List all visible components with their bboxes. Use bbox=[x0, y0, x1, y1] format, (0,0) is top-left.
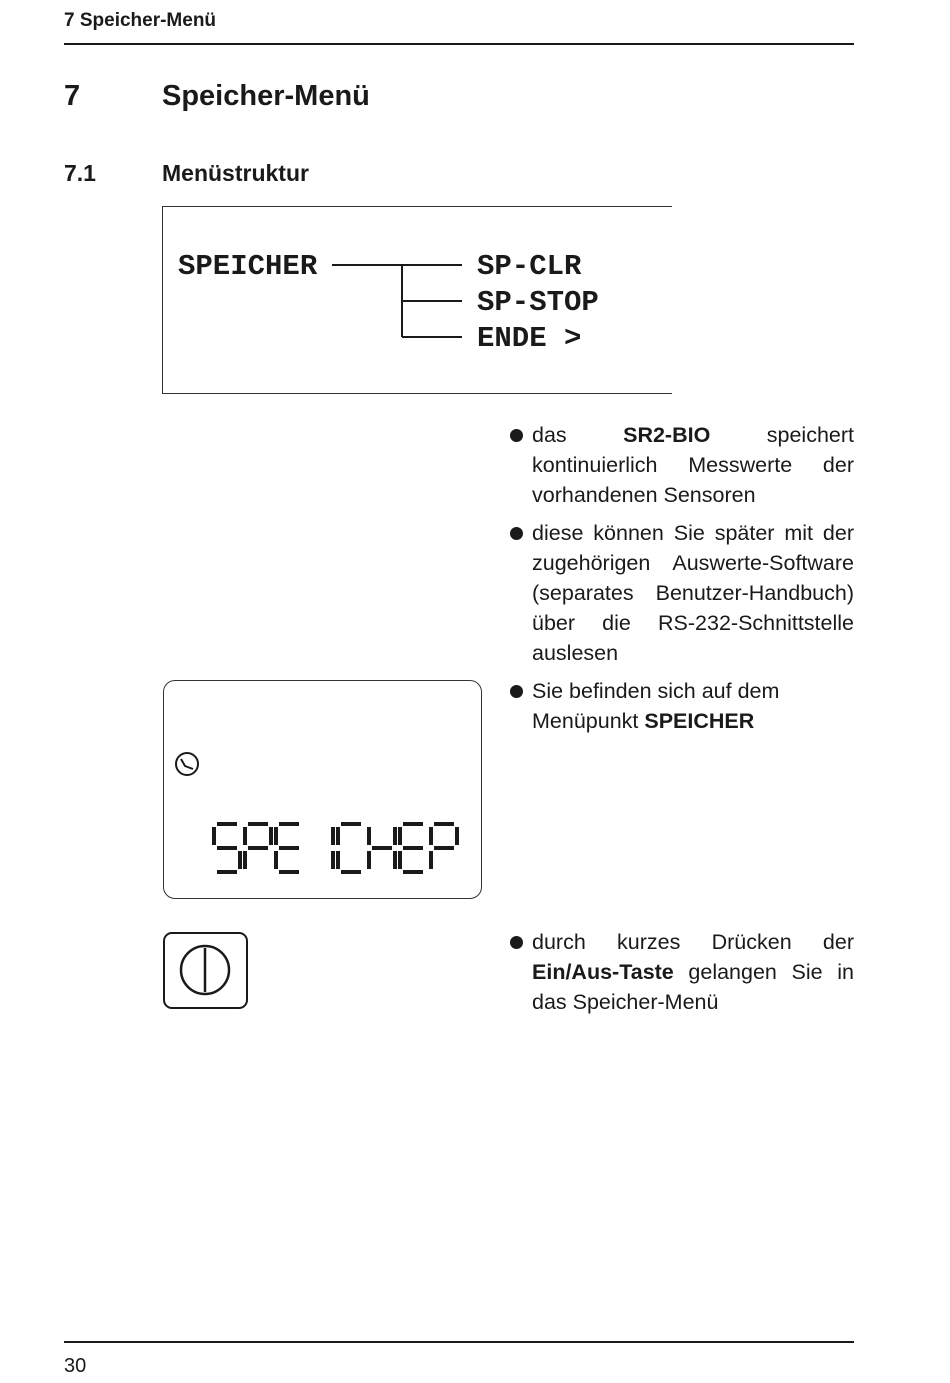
lcd-char bbox=[338, 824, 361, 872]
chapter-title: Speicher-Menü bbox=[162, 80, 370, 112]
page-number: 30 bbox=[64, 1355, 87, 1377]
bullet-text: das SR2-BIO speichert kontinuierlich Messwerte der vorhandenen Sensoren bbox=[532, 423, 855, 507]
bullet-dot bbox=[510, 685, 523, 698]
lcd-char bbox=[214, 824, 240, 872]
lcd-char bbox=[276, 824, 299, 872]
lcd-char bbox=[245, 824, 271, 869]
menu-root-label: SPEICHER bbox=[178, 250, 318, 283]
menu-tree-connector bbox=[330, 255, 470, 345]
lcd-char bbox=[431, 824, 457, 869]
power-icon bbox=[165, 934, 245, 1006]
footer-rule bbox=[64, 1341, 854, 1343]
running-header: 7 Speicher-Menü bbox=[64, 10, 217, 31]
menu-item-sp-clr: SP-CLR bbox=[477, 250, 582, 283]
bullet-text: durch kurzes Drücken der Ein/Aus-Taste gelangen Sie in das Speicher-Menü bbox=[532, 930, 854, 1014]
lcd-segment-text bbox=[210, 820, 460, 878]
menu-item-ende: ENDE > bbox=[477, 322, 582, 355]
section-title: Menüstruktur bbox=[162, 160, 309, 186]
memory-cycle-icon bbox=[174, 750, 202, 778]
bullet-dot bbox=[510, 429, 523, 442]
menu-item-sp-stop: SP-STOP bbox=[477, 286, 599, 319]
lcd-char bbox=[400, 824, 423, 872]
header-rule bbox=[64, 43, 854, 45]
bullet-text: diese können Sie später mit der zugehörigen Auswerte-Software (separates Benutzer-Handbuch) über die RS-232-Schnittstelle auslesen bbox=[532, 521, 854, 665]
bullet-text: Sie befinden sich auf dem Menüpunkt SPEICHER bbox=[532, 679, 780, 733]
lcd-char bbox=[369, 827, 395, 869]
chapter-number: 7 bbox=[64, 80, 81, 112]
bullet-dot bbox=[510, 527, 523, 540]
power-key bbox=[163, 932, 248, 1009]
bullet-dot bbox=[510, 936, 523, 949]
section-number: 7.1 bbox=[64, 160, 96, 186]
